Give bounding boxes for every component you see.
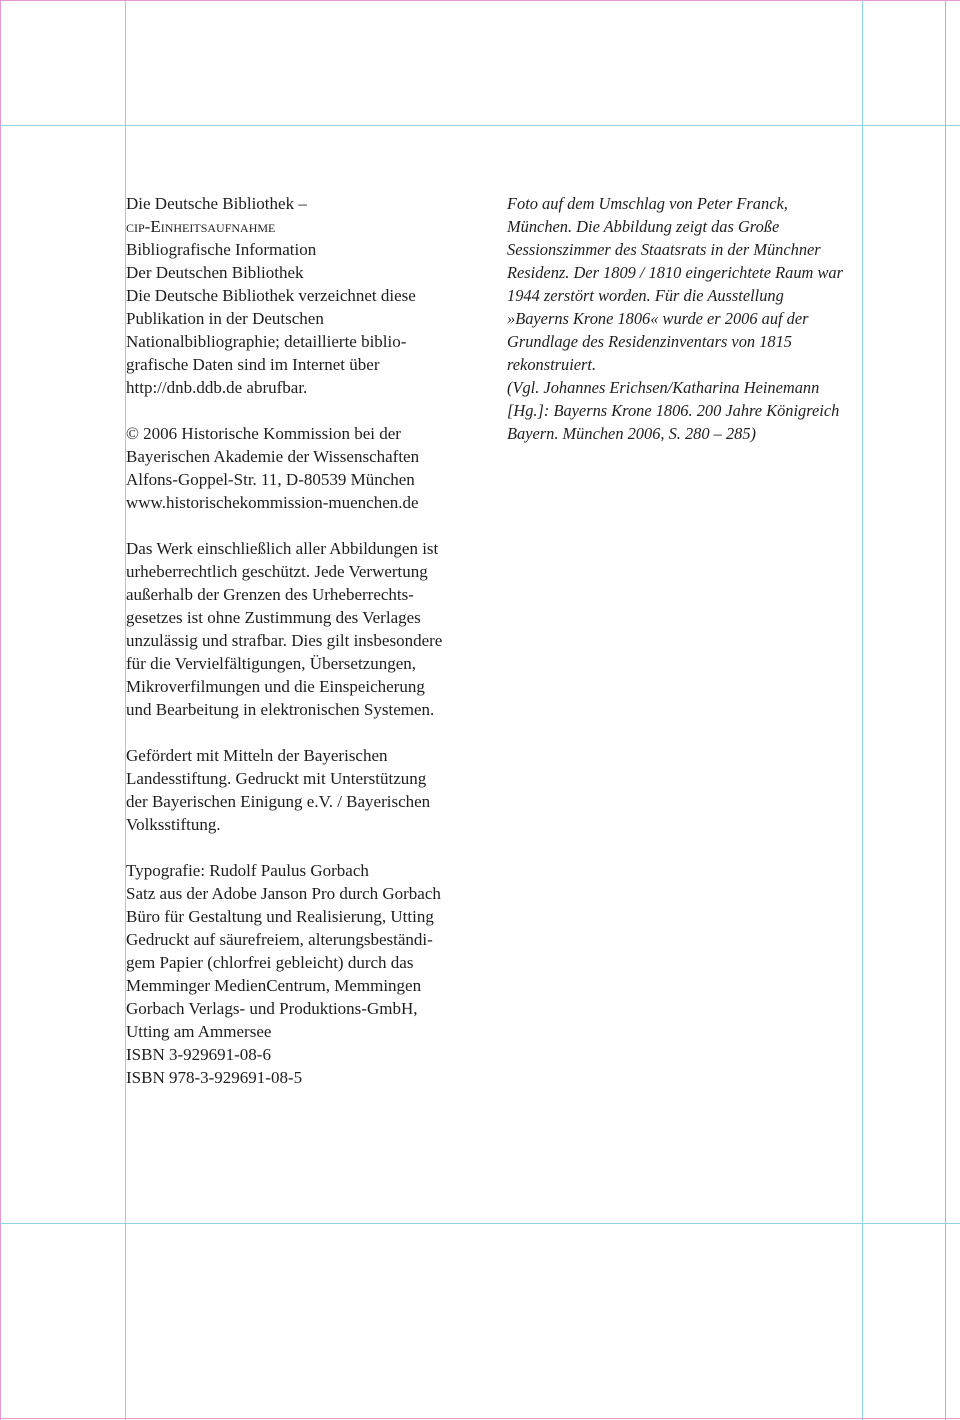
imprint-line: gesetzes ist ohne Zustimmung des Verlages	[126, 608, 421, 627]
imprint-line: Das Werk einschließlich aller Abbildungen ist	[126, 539, 439, 558]
caption-line: rekonstruiert.	[507, 355, 597, 374]
imprint-line: © 2006 Historische Kommission bei der	[126, 424, 401, 443]
imprint-line: Nationalbibliographie; detaillierte biblio-	[126, 332, 407, 351]
imprint-line: für die Vervielfältigungen, Übersetzungen,	[126, 654, 417, 673]
imprint-line: Utting am Ammersee	[126, 1022, 272, 1041]
imprint-line: Typografie: Rudolf Paulus Gorbach	[126, 861, 369, 880]
production-block	[126, 859, 486, 1089]
imprint-line: Der Deutschen Bibliothek	[126, 263, 304, 282]
imprint-line: Memminger MedienCentrum, Memmingen	[126, 976, 422, 995]
imprint-line: Landesstiftung. Gedruckt mit Unterstützung	[126, 769, 427, 788]
copyright-block	[126, 422, 486, 514]
imprint-line: Alfons-Goppel-Str. 11, D-80539 München	[126, 470, 415, 489]
imprint-line: der Bayerischen Einigung e.V. / Bayerischen	[126, 792, 431, 811]
caption-line: Foto auf dem Umschlag von Peter Franck,	[507, 194, 788, 213]
rights-block	[126, 537, 486, 721]
isbn-line: ISBN 3-929691-08-6	[126, 1045, 271, 1064]
imprint-line: Gorbach Verlags- und Produktions-GmbH,	[126, 999, 418, 1018]
caption-line: (Vgl. Johannes Erichsen/Katharina Heinemann	[507, 378, 820, 397]
imprint-line: und Bearbeitung in elektronischen Systemen.	[126, 700, 435, 719]
caption-line: Grundlage des Residenzinventars von 1815	[507, 332, 792, 351]
imprint-line: http://dnb.ddb.de abrufbar.	[126, 378, 308, 397]
caption-line: Residenz. Der 1809 / 1810 eingerichtete Raum war	[507, 263, 843, 282]
imprint-line: cip-Einheitsaufnahme	[126, 217, 276, 236]
cover-caption-column	[507, 192, 867, 445]
imprint-line: Bayerischen Akademie der Wissenschaften	[126, 447, 420, 466]
caption-line: Sessionszimmer des Staatsrats in der Münchner	[507, 240, 821, 259]
caption-line: 1944 zerstört worden. Für die Ausstellung	[507, 286, 784, 305]
imprint-line: www.historischekommission-muenchen.de	[126, 493, 419, 512]
imprint-line: unzulässig und strafbar. Dies gilt insbesondere	[126, 631, 443, 650]
guide-line-top-margin	[0, 125, 960, 126]
imprint-line: Büro für Gestaltung und Realisierung, Utting	[126, 907, 434, 926]
imprint-line: Satz aus der Adobe Janson Pro durch Gorbach	[126, 884, 441, 903]
guide-line-bleed-top	[0, 0, 960, 1]
isbn-line: ISBN 978-3-929691-08-5	[126, 1068, 303, 1087]
imprint-line: grafische Daten sind im Internet über	[126, 355, 380, 374]
imprint-line: Gedruckt auf säurefreiem, alterungsbeständi-	[126, 930, 433, 949]
imprint-line: Die Deutsche Bibliothek verzeichnet diese	[126, 286, 416, 305]
caption-line: München. Die Abbildung zeigt das Große	[507, 217, 780, 236]
guide-line-bleed-right	[945, 0, 946, 1420]
guide-line-bleed-bottom	[0, 1418, 960, 1419]
imprint-line: Gefördert mit Mitteln der Bayerischen	[126, 746, 388, 765]
imprint-line: gem Papier (chlorfrei gebleicht) durch das	[126, 953, 414, 972]
imprint-line: außerhalb der Grenzen des Urheberrechts-	[126, 585, 414, 604]
caption-line: »Bayerns Krone 1806« wurde er 2006 auf der	[507, 309, 809, 328]
imprint-line: Publikation in der Deutschen	[126, 309, 324, 328]
caption-line: [Hg.]: Bayerns Krone 1806. 200 Jahre Königreich	[507, 401, 840, 420]
imprint-line: Die Deutsche Bibliothek –	[126, 194, 307, 213]
funding-block	[126, 744, 486, 836]
guide-line-bottom-margin	[0, 1223, 960, 1224]
imprint-line: urheberrechtlich geschützt. Jede Verwertung	[126, 562, 428, 581]
imprint-line: Volksstiftung.	[126, 815, 221, 834]
cip-block	[126, 192, 486, 399]
imprint-line: Mikroverfilmungen und die Einspeicherung	[126, 677, 425, 696]
imprint-column	[126, 192, 486, 1112]
guide-line-bleed-left	[0, 0, 1, 1420]
caption-line: Bayern. München 2006, S. 280 – 285)	[507, 424, 756, 443]
imprint-line: Bibliografische Information	[126, 240, 317, 259]
